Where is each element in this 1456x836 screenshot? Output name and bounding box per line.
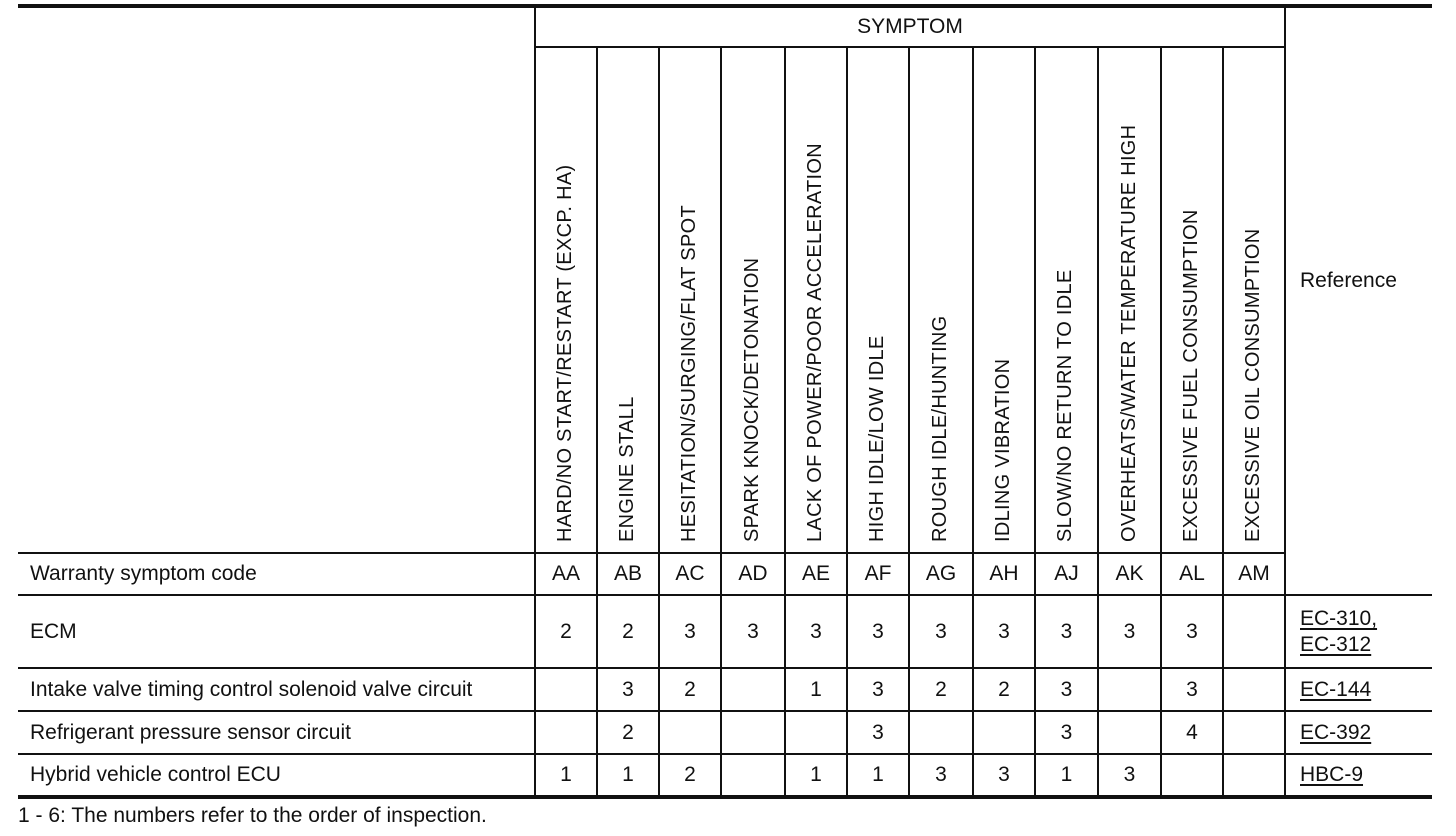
table-bottom-border <box>18 795 1432 799</box>
cell-value: 1 <box>622 763 634 787</box>
cell-value <box>1162 755 1222 795</box>
cell-value <box>1224 669 1284 710</box>
row-label-ecm: ECM <box>30 619 77 643</box>
cell-value: 2 <box>684 677 696 701</box>
cell-value <box>1099 669 1160 710</box>
cell-value: 1 <box>560 763 572 787</box>
reference-header: Reference <box>1300 269 1397 293</box>
cell-value: 3 <box>1123 763 1136 787</box>
reference-link[interactable]: EC-312 <box>1300 632 1372 656</box>
symptom-matrix-table <box>18 4 1432 800</box>
cell-value: 2 <box>684 763 696 787</box>
cell-value: 3 <box>1060 677 1073 701</box>
reference-link[interactable]: EC-144 <box>1300 677 1372 701</box>
cell-value: 1 <box>810 677 822 701</box>
cell-value: 3 <box>935 763 947 787</box>
symptom-label-ag: ROUGH IDLE/HUNTING <box>928 315 951 542</box>
warranty-code-al: AL <box>1179 562 1205 586</box>
reference-link[interactable]: EC-392 <box>1300 720 1372 744</box>
warranty-code-aj: AJ <box>1054 562 1079 586</box>
cell-value <box>536 712 596 753</box>
symptom-label-al: EXCESSIVE FUEL CONSUMPTION <box>1179 209 1202 542</box>
reference-cell <box>1286 755 1432 795</box>
cell-value <box>1224 596 1284 667</box>
cell-value <box>786 712 846 753</box>
reference-link[interactable]: HBC-9 <box>1300 763 1364 787</box>
cell-value: 3 <box>935 619 947 643</box>
cell-value <box>722 669 784 710</box>
warranty-code-af: AF <box>864 562 892 586</box>
cell-value <box>974 712 1034 753</box>
symptom-header: SYMPTOM <box>857 15 963 39</box>
cell-value: 3 <box>872 677 884 701</box>
cell-value: 3 <box>1186 677 1198 701</box>
reference-cell <box>1286 669 1432 710</box>
reference-cell <box>1286 596 1432 667</box>
cell-value: 3 <box>1060 619 1073 643</box>
cell-value: 3 <box>1060 720 1073 744</box>
cell-value: 3 <box>998 619 1010 643</box>
warranty-code-ae: AE <box>801 562 830 586</box>
warranty-code-ak: AK <box>1115 562 1144 586</box>
symptom-label-ah: IDLING VIBRATION <box>991 358 1014 542</box>
cell-value: 3 <box>684 619 696 643</box>
cell-value <box>910 712 972 753</box>
warranty-code-ag: AG <box>925 562 957 586</box>
cell-value <box>536 669 596 710</box>
symptom-label-am: EXCESSIVE OIL CONSUMPTION <box>1241 228 1264 542</box>
cell-value: 3 <box>998 763 1010 787</box>
cell-value: 3 <box>1123 619 1136 643</box>
symptom-label-aa: HARD/NO START/RESTART (EXCP. HA) <box>553 164 576 542</box>
row-label-hybrid-ecu: Hybrid vehicle control ECU <box>30 763 281 787</box>
cell-value: 1 <box>1060 763 1073 787</box>
cell-value: 4 <box>1186 720 1198 744</box>
cell-value <box>722 755 784 795</box>
symptom-label-ad: SPARK KNOCK/DETONATION <box>740 257 763 542</box>
cell-value: 3 <box>747 619 759 643</box>
cell-value: 3 <box>872 720 884 744</box>
warranty-code-ad: AD <box>738 562 768 586</box>
warranty-code-am: AM <box>1238 562 1270 586</box>
warranty-code-ab: AB <box>613 562 642 586</box>
cell-value <box>1099 712 1160 753</box>
symptom-label-aj: SLOW/NO RETURN TO IDLE <box>1053 269 1076 542</box>
footnote-text: : The numbers refer to the order of inspection. <box>60 804 487 827</box>
cell-value: 3 <box>872 619 884 643</box>
cell-value: 1 <box>872 763 884 787</box>
cell-value: 2 <box>935 677 947 701</box>
symptom-label-af: HIGH IDLE/LOW IDLE <box>865 335 888 542</box>
symptom-label-ak: OVERHEATS/WATER TEMPERATURE HIGH <box>1117 124 1140 542</box>
reference-cell <box>1286 712 1432 753</box>
symptom-label-ab: ENGINE STALL <box>615 396 638 542</box>
reference-link[interactable]: EC-310, <box>1300 607 1378 631</box>
row-label-refrigerant-sensor: Refrigerant pressure sensor circuit <box>30 720 351 744</box>
row-label-intake-valve: Intake valve timing control solenoid valve circuit <box>30 677 473 701</box>
warranty-code-ah: AH <box>989 562 1019 586</box>
cell-value: 2 <box>622 720 634 744</box>
footnote <box>18 804 487 828</box>
footnote-range: 1 - 6 <box>18 804 61 827</box>
cell-value <box>1224 755 1284 795</box>
symptom-label-ac: HESITATION/SURGING/FLAT SPOT <box>677 205 700 542</box>
cell-value <box>722 712 784 753</box>
warranty-code-aa: AA <box>551 562 580 586</box>
warranty-code-ac: AC <box>675 562 705 586</box>
symptom-header-divider <box>535 46 1285 48</box>
cell-value <box>660 712 720 753</box>
cell-value: 2 <box>622 619 634 643</box>
cell-value: 2 <box>560 619 572 643</box>
cell-value: 2 <box>998 677 1010 701</box>
cell-value: 1 <box>810 763 822 787</box>
cell-value: 3 <box>622 677 634 701</box>
warranty-code-label: Warranty symptom code <box>30 562 257 586</box>
cell-value: 3 <box>810 619 822 643</box>
cell-value: 3 <box>1186 619 1198 643</box>
cell-value <box>1224 712 1284 753</box>
symptom-label-ae: LACK OF POWER/POOR ACCELERATION <box>803 143 826 542</box>
